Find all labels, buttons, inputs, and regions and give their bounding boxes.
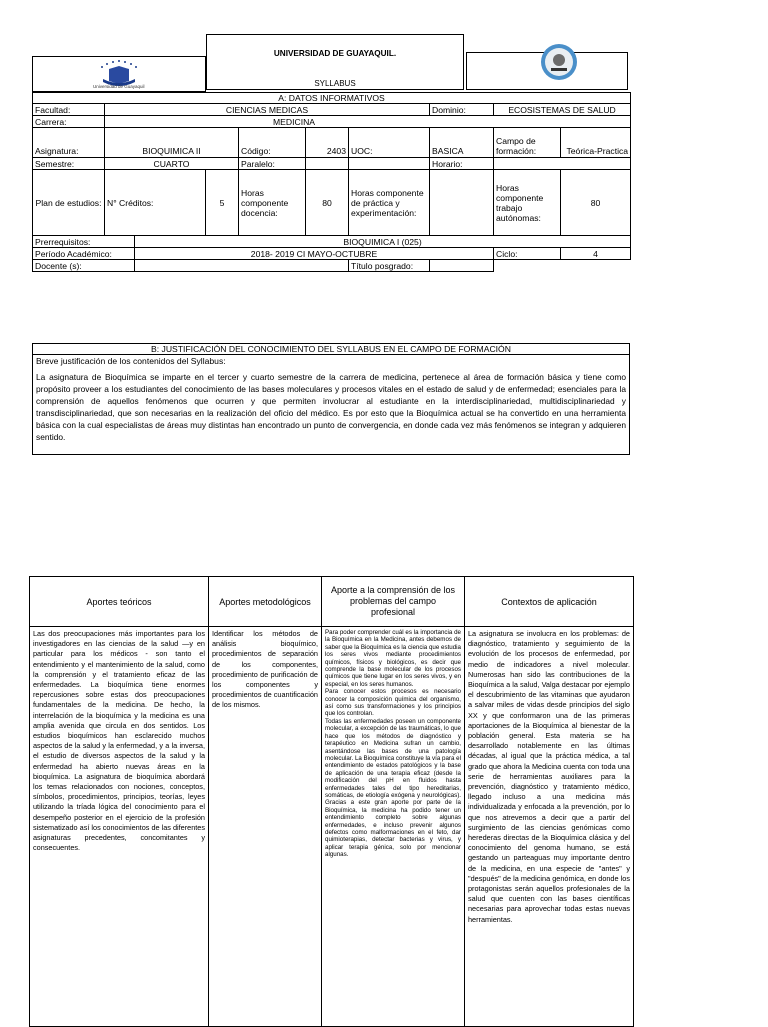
header-aporte-comprension: Aporte a la comprensión de los problemas del campo profesional: [322, 577, 465, 627]
campo-label: Campo de formación:: [494, 128, 561, 158]
aportes-table: [29, 576, 634, 1027]
datos-informativos-table: [32, 92, 631, 272]
section-b-subtitle: Breve justificación de los contenidos del Syllabus:: [36, 356, 226, 366]
prerrequisitos-label: Prerrequisitos:: [33, 236, 135, 248]
campo-value: Teórica-Practica: [561, 128, 631, 158]
contextos-aplicacion-text: La asignatura se involucra en los problemas: de diagnóstico, tratamiento y seguimiento de la evolución de los procesos de enfermedad, por medio de indicadores a nivel molecular. Numerosas han sido las contribuciones de la Bioquímica a la salud, Valga destacar por ejemplo el descubrimiento de las vitaminas que ayudaron a salvar miles de vidas desde principios del siglo XX y que conformaron una de las primeras aportaciones de la Bioquímica al bienestar de la población general. Esta materia se ha desarrollado notablemente en las últimas décadas, al igual que la práctica médica, a tal grado que ahora la Medicina cuenta con toda una serie de herramientas auxiliares para la prevención, diagnóstico y tratamiento médico, llegado incluso a una medicina más individualizada y enfocada a la prevención, por lo que nos atrevemos a decir que a partir del surgimiento de las ciencias genómicas como herederas directas de la Bioquímica clásica y del conocimiento del genoma humano, se está gestando un parteaguas muy importante dentro de la medicina, en una especie de "antes" y "después" de la medicina genómica, en donde los protagonistas serán aquellos profesionales de la salud que cuenten con las bases científicas necesarias para aprovechar todas estas nuevas herramientas.: [465, 627, 634, 1027]
paralelo-label: Paralelo:: [239, 158, 306, 170]
carrera-value: MEDICINA: [105, 116, 631, 128]
plan-label: Plan de estudios:: [33, 170, 105, 236]
horas-practica-label: Horas componente de práctica y experimentación:: [349, 170, 430, 236]
uoc-value: BASICA: [430, 128, 494, 158]
section-b-text: La asignatura de Bioquímica se imparte en el tercer y cuarto semestre de la carrera de medicina, pertenece al área de formación básica y tiene como propósito proveer a los estudiantes del conocimiento de las bases moleculares y procesos vitales en el estado de salud y de enfermedad; esenciales para la comprensión de aquellos fenómenos que ocurren y que permiten involucrar al estudiante en la interdisciplinariedad, multidisciplinariedad y transdisciplinariedad, que son necesarias en la realización del oficio del médico. Es por esto que la Bioquímica actual se ha convertido en una herramienta básica con la cual especialistas de áreas muy distintas han encontrado un punto de convergencia, en donde cada vez más fenómenos se integran y adquieren sentido.: [36, 372, 626, 442]
document-title: SYLLABUS: [314, 79, 356, 88]
horas-autonomo-value: 80: [561, 170, 631, 236]
header-aportes-teoricos: Aportes teóricos: [30, 577, 209, 627]
codigo-label: Código:: [239, 128, 306, 158]
university-seal: [539, 42, 579, 82]
title-box: [206, 34, 464, 90]
comprension-paragraph: Para poder comprender cuál es la importancia de la Bioquímica en la Medicina, antes debemos de saber que la Bioquímica es la ciencia que estudia los seres vivos mediante procedimientos químicos, físicos y biológicos, es decir que comprende la base molecular de los procesos químicos que tiene lugar en los seres vivos, y en especial, en los seres humanos.: [325, 629, 461, 688]
horas-docencia-label: Horas componente docencia:: [239, 170, 306, 236]
uoc-label: UOC:: [349, 128, 430, 158]
titulo-label: Título posgrado:: [349, 260, 430, 272]
asignatura-label: Asignatura:: [33, 128, 105, 158]
ciclo-label: Ciclo:: [494, 248, 561, 260]
aportes-teoricos-text: Las dos preocupaciones más importantes para los investigadores en las ciencias de la salud —y en particular para los médicos - son tanto el entendimiento y el mantenimiento de la salud, como la comprensión y el tratamiento eficaz de las enfermedades. La bioquímica tiene enormes repercusiones sobre estas dos preocupaciones fundamentales de la medicina. De hecho, la interrelación de la bioquímica y la medicina es una amplia avenida que circula en dos sentidos. Los estudios bioquímicos han esclarecido muchos aspectos de la salud y la enfermedad, y a la inversa, el estudio de diversos aspectos de la salud y la enfermedad ha abierto nuevas áreas en la bioquímica. La asignatura de bioquímica abordará los temas relacionados con nociones, conceptos, símbolos, procedimientos, principios, teorías, leyes utilizando la tríada lógica del conocimiento para el desempeño posterior en el ejercicio de la profesión sistematizado así los conocimientos de las diferentes asignaturas precedentes, concomitantes y consecuentes.: [30, 627, 209, 1027]
prerrequisitos-value: BIOQUIMICA I (025): [135, 236, 631, 248]
university-logo-box: [32, 56, 206, 92]
university-name: UNIVERSIDAD DE GUAYAQUIL.: [273, 49, 397, 58]
horario-label: Horario:: [430, 158, 494, 170]
aportes-metodologicos-text: Identificar los métodos de análisis bioquímico, procedimientos de separación de los componentes, procedimiento de purificación de los componentes y procedimientos de cuantificación de los mismos.: [209, 627, 322, 1027]
header-aportes-metodologicos: Aportes metodológicos: [209, 577, 322, 627]
header-contextos-aplicacion: Contextos de aplicación: [465, 577, 634, 627]
dominio-label: Dominio:: [430, 104, 494, 116]
section-a-title: A: DATOS INFORMATIVOS: [33, 93, 631, 104]
creditos-value: 5: [206, 170, 239, 236]
seal-box: [466, 52, 628, 90]
asignatura-value: BIOQUIMICA II: [105, 128, 239, 158]
dominio-value: ECOSISTEMAS DE SALUD: [494, 104, 631, 116]
logo-caption: Universidad de Guayaquil: [93, 84, 145, 89]
aporte-comprension-cell: [322, 627, 465, 1027]
comprension-paragraph: Para conocer estos procesos es necesario conocer la composición química del organismo, así como sus transformaciones y los principios que los controlan.: [325, 688, 461, 718]
comprension-paragraph: Todas las enfermedades poseen un componente molecular, a excepción de las traumáticas, lo que hace que los métodos de diagnóstico y terapéutico en Medicina sufran un cambio, asentándose las bases de una patología molecular. La Bioquímica constituye la vía para el entendimiento de estados patológicos y la base de aplicación de una terapia eficaz (desde la modificación del pH en fluidos hasta enfermedades tales del tipo hereditarias, somáticas, de etiología exógena y neurológicas). Gracias a este gran aporte por parte de la Bioquímica, la medicina ha podido tener un entendimiento completo sobre algunas enfermedades, e incluso prevenir algunos defectos como malformaciones en el feto, dar quimioterapias, detectar bacterias y virus, y aplicar terapia génica, solo por mencionar algunas.: [325, 717, 461, 859]
periodo-label: Período Académico:: [33, 248, 135, 260]
docente-label: Docente (s):: [33, 260, 135, 272]
periodo-value: 2018- 2019 CI MAYO-OCTUBRE: [135, 248, 494, 260]
horas-autonomo-label: Horas componente trabajo autónomas:: [494, 170, 561, 236]
section-b-title: B: JUSTIFICACIÓN DEL CONOCIMIENTO DEL SYLLABUS EN EL CAMPO DE FORMACIÓN: [33, 344, 630, 355]
horas-docencia-value: 80: [306, 170, 349, 236]
semestre-label: Semestre:: [33, 158, 105, 170]
creditos-label: N° Créditos:: [105, 170, 206, 236]
facultad-value: CIENCIAS MEDICAS: [105, 104, 430, 116]
justificacion-table: [32, 343, 630, 455]
carrera-label: Carrera:: [33, 116, 105, 128]
codigo-value: 2403: [306, 128, 349, 158]
ciclo-value: 4: [561, 248, 631, 260]
facultad-label: Facultad:: [33, 104, 105, 116]
semestre-value: CUARTO: [105, 158, 239, 170]
